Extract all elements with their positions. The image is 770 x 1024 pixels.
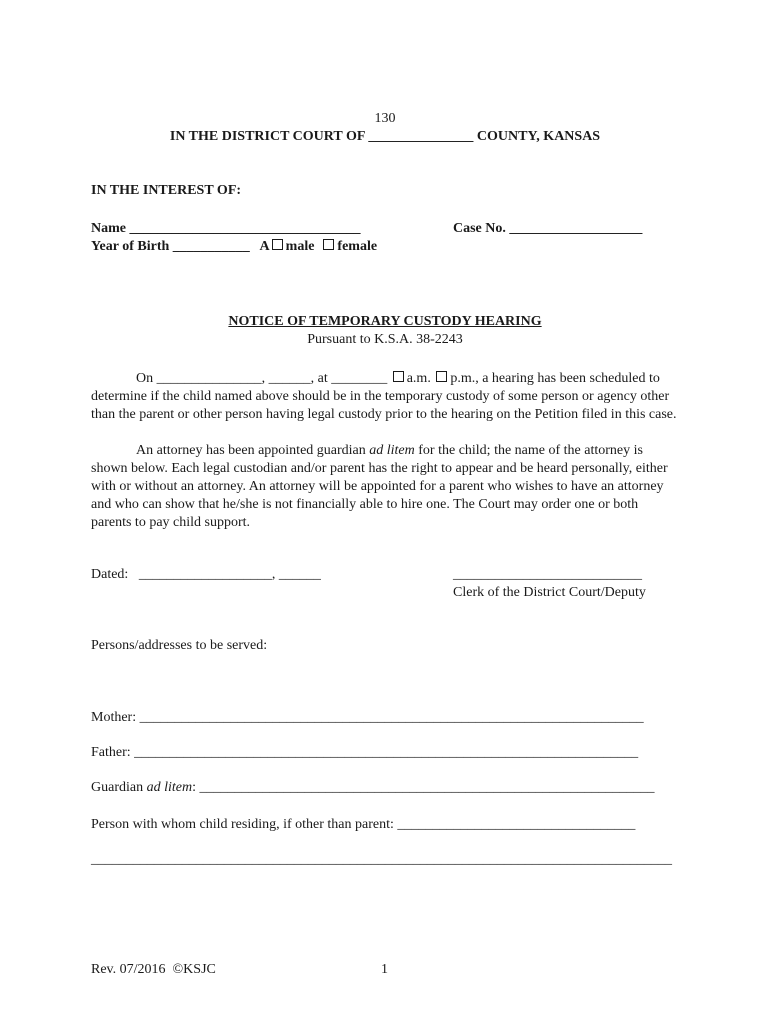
interest-of-heading: IN THE INTEREST OF:	[91, 183, 242, 198]
extra-blank-line[interactable]: ___________________________________________________________________________________	[91, 852, 672, 867]
court-title: IN THE DISTRICT COURT OF _______________ COUNTY, KANSAS	[169, 129, 601, 144]
notice-subtitle: Pursuant to K.S.A. 38-2243	[307, 332, 463, 347]
female-label: female	[337, 239, 378, 254]
father-field[interactable]: Father: ________________________________________________________________________	[91, 745, 639, 760]
clerk-label: Clerk of the District Court/Deputy	[453, 585, 646, 600]
hearing-paragraph	[91, 370, 681, 424]
notice-title: NOTICE OF TEMPORARY CUSTODY HEARING	[228, 314, 542, 329]
hearing-date-time-fields[interactable]: On _______________, ______, at ________	[136, 371, 388, 386]
male-label: male	[285, 239, 315, 254]
year-of-birth-field[interactable]: Year of Birth ___________	[91, 239, 250, 254]
guardian-line: : _________________________________________________________________	[192, 780, 655, 795]
page-number: 1	[381, 962, 388, 977]
child-name-field[interactable]: Name _________________________________	[91, 221, 361, 236]
form-number: 130	[374, 111, 396, 126]
dated-field[interactable]: Dated: ___________________, ______	[91, 567, 321, 582]
residing-person-field[interactable]: Person with whom child residing, if other than parent: __________________________________	[91, 817, 636, 832]
sex-row	[91, 238, 377, 256]
hearing-text: scheduled to determine if the child named above should be in the temporary custody of some person or agency other than the parent or other person having legal custody prior to the hearing on the Petition filed in this case.	[91, 371, 677, 422]
revision-footer: Rev. 07/2016 ©KSJC	[91, 962, 216, 977]
mother-field[interactable]: Mother: ________________________________________________________________________	[91, 710, 644, 725]
guardian-field[interactable]	[91, 779, 654, 797]
sex-prefix: A	[259, 239, 270, 254]
male-checkbox[interactable]	[272, 239, 283, 250]
case-number-field[interactable]: Case No. ___________________	[453, 221, 643, 236]
guardian-italic: ad litem	[146, 780, 193, 795]
female-checkbox[interactable]	[323, 239, 334, 250]
clerk-signature-line[interactable]: ___________________________	[453, 567, 642, 582]
attorney-text-2: for the child; the name of the attorney is shown below. Each legal custodian and/or parent has the right to appear and be heard personally, either with or without an attorney. An attorney will be appointed for a parent who wishes to have an attorney and who can show that he/she is not financially able to hire one. The Court may order one or both parents to pay child support.	[91, 443, 668, 530]
persons-served-heading: Persons/addresses to be served:	[91, 638, 268, 653]
guardian-prefix: Guardian	[91, 780, 147, 795]
pm-label: p.m., a hearing has been	[450, 371, 587, 386]
am-checkbox[interactable]	[393, 371, 404, 382]
attorney-text-italic: ad litem	[369, 443, 415, 458]
am-label: a.m.	[406, 371, 431, 386]
pm-checkbox[interactable]	[436, 371, 447, 382]
attorney-paragraph	[91, 442, 681, 532]
attorney-text-1: An attorney has been appointed guardian	[136, 443, 370, 458]
